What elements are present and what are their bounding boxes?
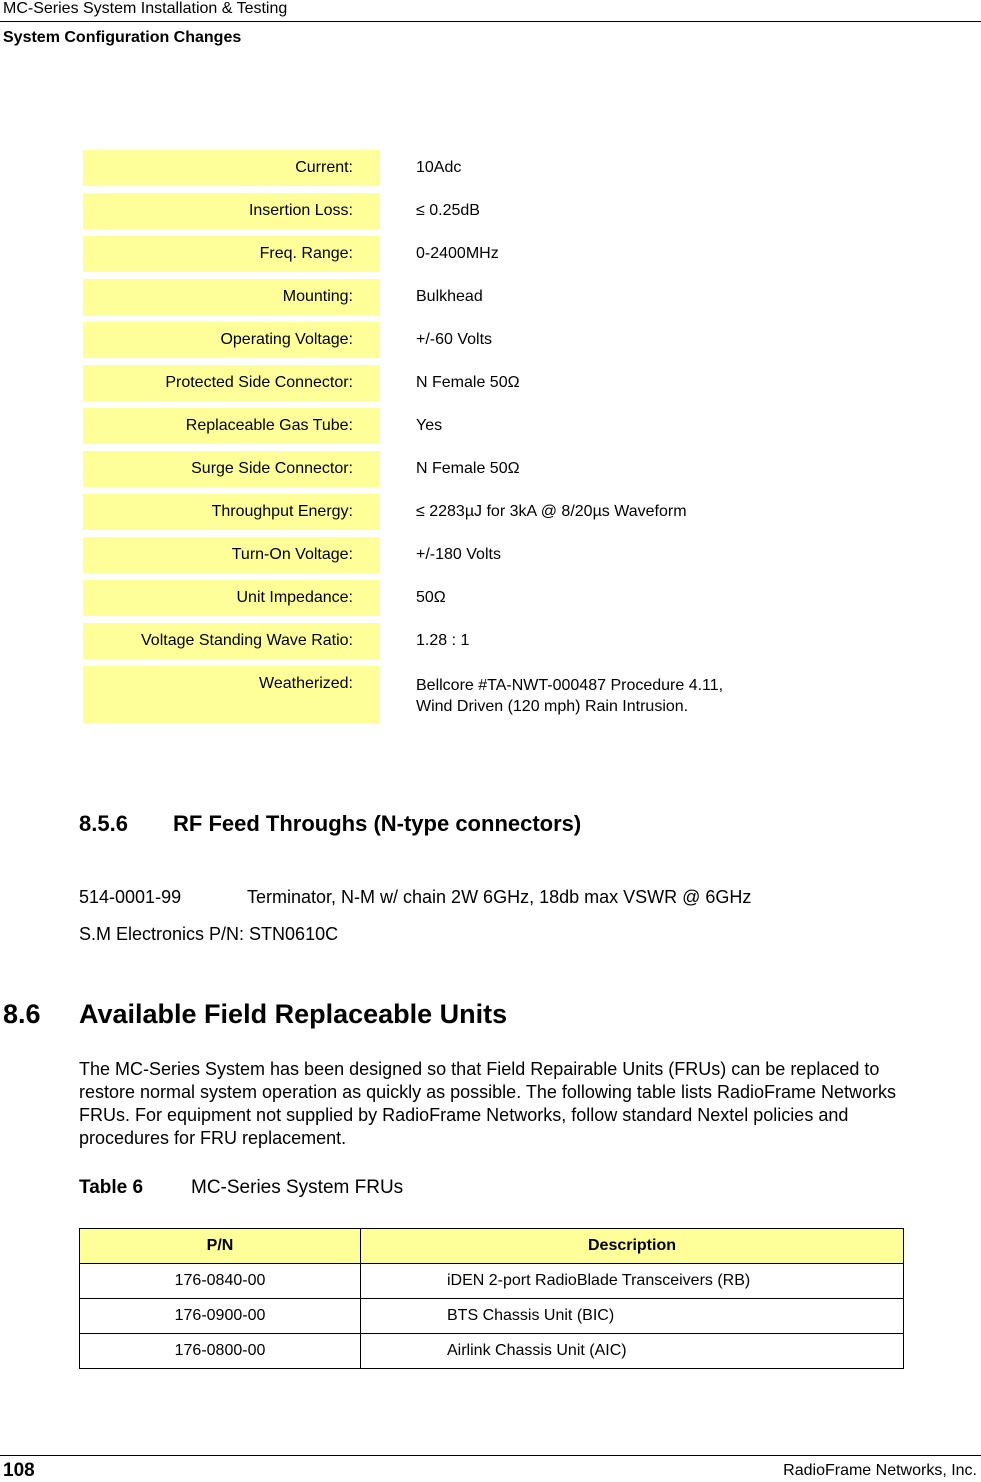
running-header-section: System Configuration Changes [3,29,242,46]
spec-label: Mounting: [83,279,380,315]
spec-label: Current: [83,150,380,186]
spec-row [83,537,963,573]
spec-value: N Female 50Ω [416,374,520,391]
running-header-title: MC-Series System Installation & Testing [3,0,288,17]
spec-value [380,666,723,723]
spec-value: ≤ 0.25dB [416,202,480,219]
spec-value: +/-60 Volts [416,331,493,348]
spec-label: Weatherized: [83,666,380,723]
header-rule [0,21,981,22]
spec-label: Throughput Energy: [83,494,380,530]
table-label: Table 6 [79,1177,144,1198]
section-number: 8.6 [3,999,41,1029]
spec-label: Turn-On Voltage: [83,537,380,573]
body-paragraph: The MC-Series System has been designed so that Field Repairable Units (FRUs) can be replaced to restore normal system operation as quickly as possible. The following table lists RadioFrame Networks FRUs. For equipment not supplied by RadioFrame Networks, follow standard Nextel policies and procedures for FRU replacement. [79,1059,897,1148]
spec-table [83,150,963,730]
spec-value: 1.28 : 1 [416,632,470,649]
page-number: 108 [3,1460,35,1481]
section-heading-8-6 [3,999,507,1030]
spec-row [83,236,963,272]
column-header-pn: P/N [80,1229,361,1264]
spec-value: Yes [416,417,443,434]
spec-label: Protected Side Connector: [83,365,380,401]
table-row [80,1264,904,1299]
section-title: RF Feed Throughs (N-type connectors) [173,811,582,836]
spec-label: Surge Side Connector: [83,451,380,487]
table-caption-text: MC-Series System FRUs [191,1177,404,1198]
cell-description: Airlink Chassis Unit (AIC) [361,1334,904,1369]
spec-value: 50Ω [416,589,446,606]
cell-pn: 176-0800-00 [80,1334,361,1369]
spec-value-line-1: Bellcore #TA-NWT-000487 Procedure 4.11, [416,677,724,694]
section-heading-8-5-6 [79,811,581,837]
cell-pn: 176-0900-00 [80,1299,361,1334]
spec-label: Unit Impedance: [83,580,380,616]
spec-value: +/-180 Volts [416,546,501,563]
spec-row [83,193,963,229]
cell-description: BTS Chassis Unit (BIC) [361,1299,904,1334]
fru-table [79,1228,904,1369]
spec-row [83,365,963,401]
table-row [80,1299,904,1334]
spec-row [83,451,963,487]
spec-label: Freq. Range: [83,236,380,272]
section-title: Available Field Replaceable Units [79,999,508,1029]
part-number: 514-0001-99 [79,887,182,907]
column-header-description: Description [361,1229,904,1264]
spec-value: ≤ 2283µJ for 3kA @ 8/20µs Waveform [416,503,687,520]
part-description: Terminator, N-M w/ chain 2W 6GHz, 18db max VSWR @ 6GHz [247,887,752,907]
spec-label: Insertion Loss: [83,193,380,229]
spec-row [83,494,963,530]
spec-label: Replaceable Gas Tube: [83,408,380,444]
footer-rule [0,1455,981,1456]
vendor-part-number: S.M Electronics P/N: STN0610C [79,924,339,944]
spec-row [83,150,963,186]
spec-row [83,666,963,723]
spec-value: 0-2400MHz [416,245,499,262]
footer-company: RadioFrame Networks, Inc. [783,1462,977,1479]
section-number: 8.5.6 [79,811,128,836]
table-row [80,1334,904,1369]
spec-label: Voltage Standing Wave Ratio: [83,623,380,659]
spec-row [83,623,963,659]
spec-value: N Female 50Ω [416,460,520,477]
spec-row [83,408,963,444]
table-header-row [80,1229,904,1264]
cell-pn: 176-0840-00 [80,1264,361,1299]
part-line [79,887,751,908]
spec-row [83,279,963,315]
spec-value-line-2: Wind Driven (120 mph) Rain Intrusion. [416,698,689,715]
spec-label: Operating Voltage: [83,322,380,358]
table-caption [79,1177,403,1199]
spec-value: 10Adc [416,159,462,176]
spec-row [83,322,963,358]
spec-value: Bulkhead [416,288,483,305]
cell-description: iDEN 2-port RadioBlade Transceivers (RB) [361,1264,904,1299]
spec-row [83,580,963,616]
